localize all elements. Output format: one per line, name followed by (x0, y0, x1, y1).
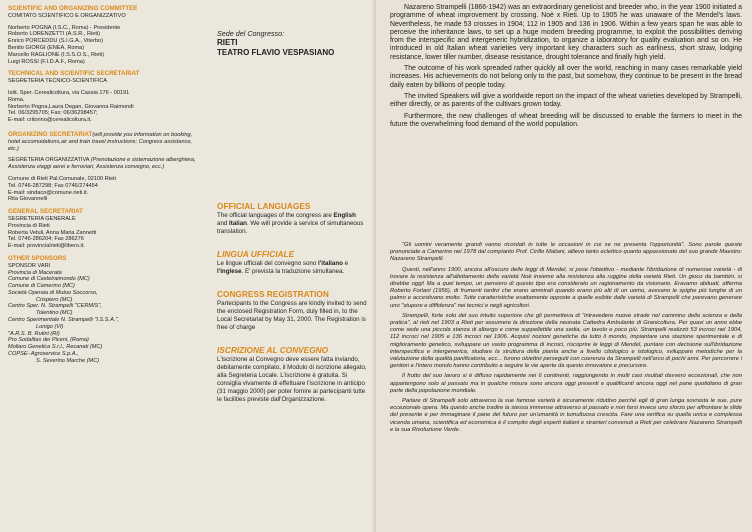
right-page (376, 0, 752, 532)
tech-secretariat-lines (8, 90, 203, 124)
sponsors-subtitle: SPONSOR VARI (8, 262, 51, 269)
general-secretariat-subtitle: SEGRETERIA GENERALE (8, 215, 76, 222)
lingua-text-a: Le lingue ufficiali del convegno sono (217, 260, 319, 267)
tech-secretariat-section (8, 71, 203, 124)
italian-paragraph: "Gli uomini veramente grandi vanno ricordati in tutte le occasioni in cui se ne presenta l'opportunità". Sono parole queste pronunciate a Camerino nel 1978 dal compianto Prof. Cirillo Maliani, allievo tanto eclettico quanto appassionato del suo grande Maestro: Nazareno Strampelli. (390, 242, 742, 263)
languages-text-a: The official languages of the congress are (217, 212, 334, 219)
committee-member: Benito GIORGI (ENEA, Roma) (8, 44, 85, 51)
lingua-ufficiale-title: LINGUA UFFICIALE (217, 249, 295, 259)
official-languages-text (217, 212, 367, 236)
sponsor-line: Centro Sper. N. Strampelli "CERMIS", (8, 303, 102, 310)
org-secretariat-heading (8, 132, 203, 152)
italian-text-block (390, 242, 742, 437)
official-languages-section (217, 202, 367, 236)
sponsor-line: Comune di Camerino (MC) (8, 283, 75, 290)
committee-title: SCIENTIFIC AND ORGANIZING COMMITTEE (8, 5, 138, 12)
general-secretariat-section (8, 209, 203, 250)
committee-section (8, 6, 203, 65)
registration-text: Partecipants to the Congress are kindly invited to send the enclosed Registration Form, duly filled in, to the Local Secretariat by May 31, 2000. The Registration is free of charge (217, 300, 367, 331)
lingua-ufficiale-text (217, 260, 367, 276)
venue-label: Sede del Congresso: (217, 29, 285, 38)
italian-paragraph: Parlare di Strampelli solo attraverso la sue famose varietà è sicuramente riduttivo perché egli di gran lunga sovrasta le sue, pure eccezionale opera. Ma questo anche tradire la stessa immense attraverso al passato e non farsi invece uno sforzo per affrontare le sfide del presente e per immaginare il pane del futuro per un'umanità in tumultuosa crescita. Fare una verifica su quella unica e complessa vicenda umana, scientifica ed economica è il compito degli esperti italiani e stranieri convenuti a Rieti per celebrare Nazareno Strampelli e la sua Rivoluzione Verde. (390, 398, 742, 433)
sponsor-line: Comune di Castelraimondo (MC) (8, 276, 90, 283)
sponsors-title: OTHER SPONSORS (8, 254, 67, 262)
info-column (217, 30, 367, 404)
sponsor-line: Lonigo (VI) (36, 323, 64, 330)
lingua-text-b: e (342, 260, 349, 267)
sponsor-line: Crispiero (MC) (36, 296, 73, 303)
registration-title: CONGRESS REGISTRATION (217, 289, 329, 299)
sponsor-line: Società Operaia di Mutuo Soccorso, (8, 289, 98, 296)
italian-paragraph: Questi, nell'anno 1900, ancora all'oscuro delle leggi di Mendel, si pose l'obiettivo - mediante l'ibridazione di numerose varietà - di trovare la resistenza all'allettamento della varietà Noè insieme alla resistenza alla ruggine della varietà Rieti. Un gioco da bambini, si direbbe oggi! Ma a quel tempo, un pensiero di questo tipo era considerato un ragionamento da visionario. Eravamo abituati, afferma Roberto Forlani (1956), di frumenti tardivi che erano ammirati quando erano più alti di un uomo, avevano le spighe più lunghe di un palmo e accestivano molto. Tutte caratteristiche esattamente opposte a quelle esibite dalle varietà di Strampelli che parevano generare uno "stupore e diffidenza" nei tecnici e negli agricoltori. (390, 266, 742, 309)
org-line: E-mail: sindaco@comune.rieti.it. (8, 189, 89, 196)
languages-text-c: . We will provide a service of simultaneous translation. (217, 220, 364, 235)
general-line: Provincia di Rieti (8, 222, 50, 229)
sponsors-section (8, 256, 203, 365)
iscrizione-title: ISCRIZIONE AL CONVEGNO (217, 345, 329, 355)
general-line: E-mail: provincialrieti@libero.it. (8, 243, 85, 250)
lingua-ufficiale-section (217, 250, 367, 276)
lingua-italiano: l'italiano (318, 260, 343, 267)
tech-secretariat-title: TECHNICAL AND SCIENTIFIC SECRETARIAT (8, 70, 140, 78)
org-line: Comune di Rieti Pal.Comunale, 02100 Rieti (8, 175, 116, 182)
english-paragraph: Furthermore, the new challenges of wheat breeding will be discussed to enable the farmers to meet in the future the overwhelming food demand of the world population. (390, 112, 742, 128)
general-secretariat-title: GENERAL SECRETARIAT (8, 208, 83, 216)
general-line: Tel. 0746-286204; Fax 286276 (8, 236, 84, 243)
italian-paragraph: Il frutto del suo lavoro si è diffuso rapidamente nei 6 continenti, raggiungendo in molti casi risultati davvero eccezionali, che non appartengono solo al passato ma in qualche misura sono ancora oggi presenti e qualificanti ancora oggi nel pane quotidiano di gran parte della popolazione mondiale. (390, 373, 742, 394)
org-secretariat-title: ORGANIZING SECRETARIAT (8, 130, 93, 138)
committee-members (8, 25, 203, 66)
english-paragraph: Nazareno Strampelli (1866-1942) was an extraordinary geneticist and breeder who, in the year 1900 initiated a programme of wheat improvement by crossing. Noè x Rieti. Up to 1905 he was unaware of the Mendel's laws. Nevertheless, he made 53 crosses in 1904; 112 in 1905 and 136 in 1906. Within a few years span he was able to perceive the inheritance laws, to set up a huge modern breeding programme, to exploit the possibilities deriving from the interspecific and intergeneric hybridization, to organize a laboratory for quality evaluation and so on. He introduced in old Italian wheat varieties very important key characters such as earliness, short straw, lodging resistance, lower tiller number, disease resistance, drought tolerance and finally high yield. (390, 4, 742, 61)
iscrizione-text: L'iscrizione al Convegno deve essere fatta inviando, debitamente compilato, il Modulo di iscrizione allegato, alla Segreteria Locale. L'iscrizione è gratuita. Si consiglia vivamente di effettuare l'iscrizione in anticipo (31 maggio 2000) per poter fornire ai partecipanti tutte le facilities previste dall'Organizzazione. (217, 356, 367, 403)
english-text-block (390, 4, 742, 132)
org-secretariat-subheading (8, 157, 203, 171)
org-secretariat-note: (will provide you information on booking, hotel accomodations,air and train travel instructions; Congress assistance, etc.) (8, 131, 193, 152)
iscrizione-section (217, 346, 367, 404)
org-secretariat-lines (8, 176, 203, 203)
general-line: Roberta Vetuli, Anna Maria Zannetti (8, 229, 97, 236)
venue-city: RIETI (217, 38, 238, 47)
committee-member: Marcello RAGLIONE (I.S.S.O.S., Rieti) (8, 51, 105, 58)
tech-line: Istit. Sper. Cerealicoltura, via Cassia 176 - 00191 (8, 89, 130, 96)
committee-member: Norberto POGNA (I.S.C., Roma) - Presidente (8, 24, 121, 31)
tech-secretariat-subtitle: SEGRETERIA TECNICO-SCIENTIFICA (8, 78, 108, 85)
org-line: Tel. 0746-287298; Fax 0746/274454 (8, 182, 98, 189)
org-secretariat-subnote: (Prenotazione e sistemazione alberghiera, Assistenza viaggi aerei e ferroviari, Assistenza convegno, ecc.) (8, 157, 196, 171)
english-paragraph: The invited Speakers will give a worldwide report on the impact of the wheat varieties developed by Strampelli, either directly, or as parents of the cultivars grown today. (390, 92, 742, 109)
tech-line: Tel. 06/3295705; Fax: 06/36298457; (8, 110, 98, 117)
tech-line: E-mail: critorino@cerealicoltura.it. (8, 117, 92, 124)
italian-paragraph: Strampelli, forte solo del suo intuito superiore che gli permetteva di "intravedere nuove strade nel cammino della scienza e della pratica", al rieti nel 1903 a Rieti per assumere la direzione della neonata Cattedra Ambulante di Granicoltura. Per quasi un anno ebbe come sede una piccola stanza di albergo e come suppellettile una sedia, un tavolo e poco più. Strampelli realizzò 53 incroci nel 1904, 112 incroci nel 1905 e 136 incroci nel 1906. Acquisì nozioni genetiche da tutto il mondo, impiantare una stazione sperimentale e di miglioramento genetico, sviluppare un vasto programma di incroci, riscoprire le leggi di Mendel, puntare con decisione sull'ibridazione interspecifica e intergenerica, studiare la struttura della pianta anche a livello citologico e istologico, sviluppare metodiche per la valutazione della qualità panificatoria, ecc... furono obiettivi perseguiti con coerenza da Strampelli nell'arco di pochi anni. Per percorrere i genitori e l'intero mondo hanno contribuito a seguire le vie aperte da questo innovatore e precursore. (390, 312, 742, 370)
official-languages-title: OFFICIAL LANGUAGES (217, 201, 311, 211)
sponsor-line: S. Severino Marche (MC) (36, 357, 100, 364)
tech-line: Norberto Pogna,Laura Degan, Giovanna Raimondi (8, 103, 134, 110)
english-paragraph: The outcome of his work spreaded rather quickly all over the world, reaching in many cases remarkable yield increases. His achievements do not belong only to the past, but somehow, they continue to be present in the bread daily eaten by billions of people today. (390, 65, 742, 89)
venue-place: TEATRO FLAVIO VESPASIANO (217, 48, 335, 57)
sponsor-line: Mollaro Genetica S.r.l., Recanati (MC) (8, 344, 103, 351)
sponsor-line: Tolentino (MC) (36, 310, 73, 317)
committee-member: Luigi ROSSI (F.I.D.A.F., Roma) (8, 58, 85, 65)
sponsor-line: Centro Sperimentale N. Strampelli "I.S.S.A.", (8, 317, 119, 324)
languages-english: English (333, 212, 356, 219)
committee-subtitle: COMITATO SCIENTIFICO E ORGANIZZATIVO (8, 12, 126, 19)
sponsor-line: COPSE- Agroservice S.p.A., (8, 351, 79, 358)
org-line: Rita Giovannelli (8, 196, 48, 203)
committee-member: Roberto LORENZETTI (A.S.R., Rieti) (8, 31, 101, 38)
languages-text-b: and (217, 220, 230, 227)
venue-block (217, 30, 367, 58)
committees-column (8, 6, 203, 365)
lingua-text-c: . E' prevista la traduzione simultanea. (241, 268, 345, 275)
sponsor-line: Pro Sodalitas dei Piceni, (Roma) (8, 337, 89, 344)
org-secretariat-subtitle: SEGRETERIA ORGANIZZATIVA (8, 157, 90, 164)
sponsor-line: "A.R.S. B. Rutini (RI) (8, 330, 60, 337)
committee-member: Enrico PORCEDDU (S.I.G.A., Viterbo) (8, 38, 104, 45)
tech-line: Roma. (8, 96, 25, 103)
languages-italian: Italian (229, 220, 247, 227)
org-secretariat-section (8, 132, 203, 203)
registration-section (217, 290, 367, 332)
lingua-inglese: l'inglese (217, 268, 242, 275)
sponsor-line: Provincia di Macerata (8, 269, 62, 276)
sponsors-list (8, 270, 203, 365)
